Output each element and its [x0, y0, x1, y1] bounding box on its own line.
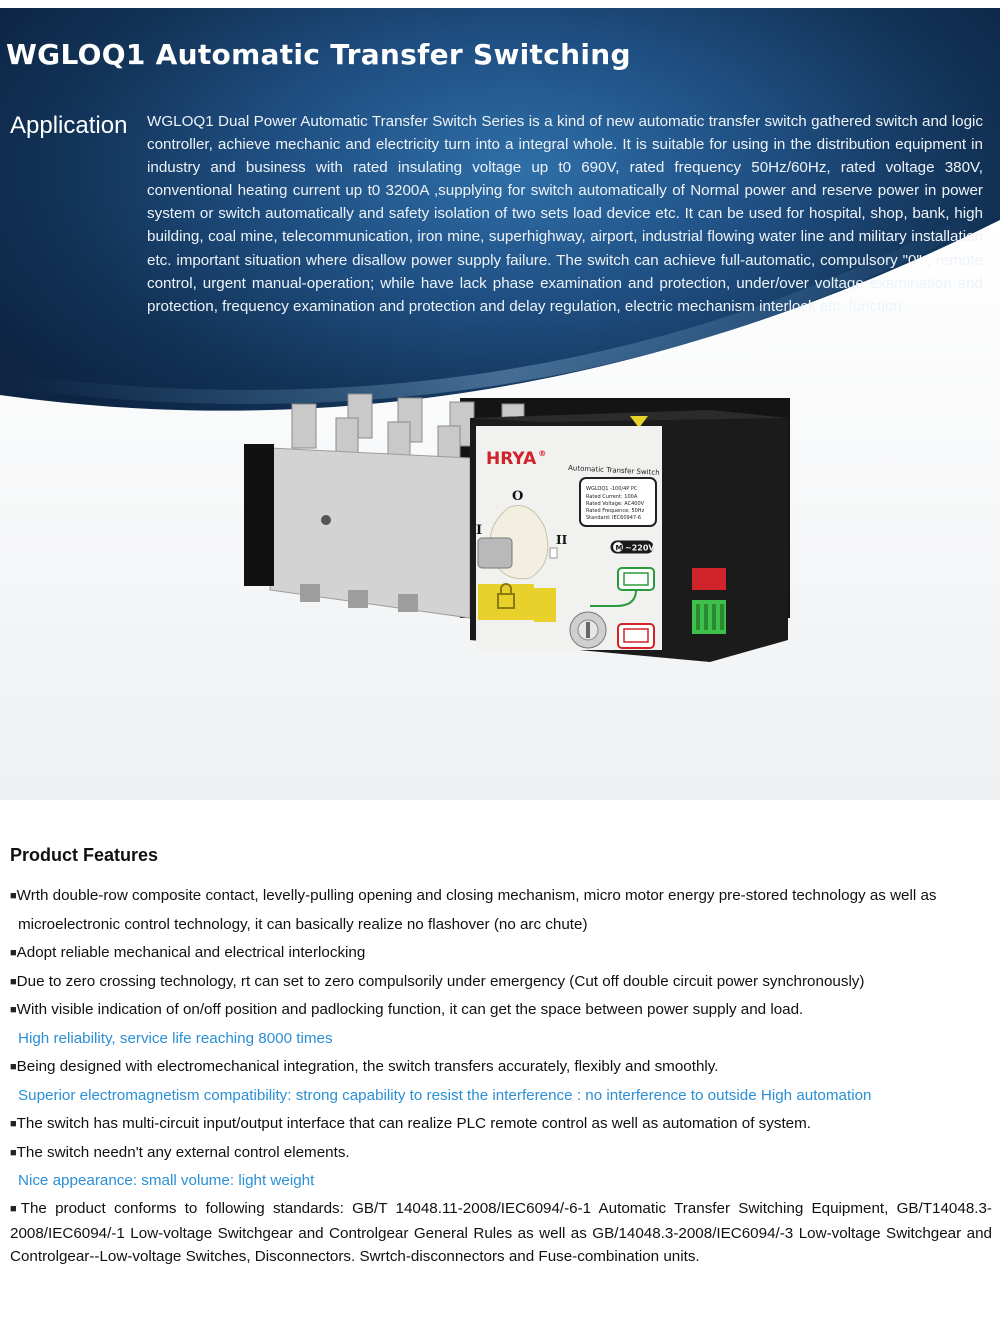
position-one-label: I: [476, 523, 483, 538]
red-indicator-block: [692, 568, 726, 590]
list-item: ■The switch has multi-circuit input/output interface that can realize PLC remote control as well as automation of system.: [10, 1115, 811, 1132]
bullet-icon: ■: [10, 976, 17, 988]
brand-logo: HRYA ®: [486, 449, 547, 469]
list-item: ■With visible indication of on/off position and padlocking function, it can get the space between power supply and load.: [10, 1001, 804, 1018]
bullet-icon: ■: [10, 947, 17, 959]
bullet-icon: ■: [10, 1061, 17, 1073]
nameplate-text: [586, 486, 645, 521]
svg-text:Rated Frequence: 50Hz: Rated Frequence: 50Hz: [586, 508, 645, 514]
svg-text:M: M: [615, 544, 623, 552]
list-item: ■Due to zero crossing technology, rt can set to zero compulsorily under emergency (Cut off double circuit power synchronously): [10, 973, 865, 990]
list-item-continuation: microelectronic control technology, it can basically realize no flashover (no arc chute): [18, 916, 588, 933]
page-title: WGLOQ1 Automatic Transfer Switching: [6, 38, 631, 71]
transfer-switch-image: [240, 378, 800, 698]
bullet-icon: ■: [10, 1118, 17, 1130]
device-label: Automatic Transfer Switch: [567, 464, 660, 477]
svg-text:WGLOQ1 -100/4P PC: WGLOQ1 -100/4P PC: [586, 486, 638, 492]
housing-screw: [321, 515, 331, 525]
padlock-slot: [478, 584, 556, 622]
list-item: ■Adopt reliable mechanical and electrical interlocking: [10, 944, 366, 961]
bullet-icon: ■: [10, 1004, 17, 1016]
list-item: ■Being designed with electromechanical integration, the switch transfers accurately, flexibly and smoothly.: [10, 1058, 719, 1075]
highlight-text: High reliability, service life reaching 8000 times: [18, 1030, 333, 1047]
application-description: WGLOQ1 Dual Power Automatic Transfer Switch Series is a kind of new automatic transfer switch gathered switch and logic controller, achieve mechanic and electricity turn into a integral whole. It is suitable for using in the distribution equipment in industry and business with rated insulating voltage up t0 690V, rated frequency 50Hz/60Hz, rated voltage 380V, conventional heating current up t0 3200A ,supplying for switch automatically of Normal power and reserve power in power system or switch automatically and safety isolation of two sets load device etc. It can be used for hospital, shop, bank, high building, coal mine, telecommunication, iron mine, superhighway, airport, industrial flowing water line and military installation etc. important situation where disallow power supply failure. The switch can achieve full-automatic, compulsory "0" , remote control, urgent manual-operation; while have lack phase examination and protection, under/over voltage examination and protection, frequency examination and protection and delay regulation, electric mechanism interlock etc. function: [147, 113, 983, 315]
highlight-text: Superior electromagnetism compatibility: strong capability to resist the interference : no interference to outside High automation: [18, 1087, 872, 1104]
svg-text:Rated Voltage: AC400V: Rated Voltage: AC400V: [586, 501, 645, 507]
svg-text:~220V: ~220V: [625, 543, 655, 553]
top-border: [0, 0, 1000, 8]
bullet-icon: ■: [10, 1203, 21, 1215]
highlight-text: Nice appearance: small volume: light weight: [18, 1172, 315, 1189]
list-item: ■The switch needn't any external control elements.: [10, 1144, 350, 1161]
left-end-plate: [244, 444, 274, 586]
key-lock-icon: [570, 612, 606, 648]
list-item: ■Wrth double-row composite contact, levelly-pulling opening and closing mechanism, micro motor energy pre-stored technology as well as: [10, 887, 937, 904]
application-label: Application: [10, 112, 128, 139]
position-off-label: O: [512, 489, 524, 504]
bullet-icon: ■: [10, 1147, 17, 1159]
position-two-label: II: [556, 533, 568, 547]
svg-text:Rated Current: 100A: Rated Current: 100A: [586, 494, 638, 500]
motor-voltage-badge: [610, 540, 655, 554]
bullet-icon: ■: [10, 890, 17, 902]
features-title: Product Features: [10, 845, 159, 865]
list-item: ■The product conforms to following standards: GB/T 14048.11-2008/IEC6094/-6-1 Automatic Transfer Switching Equipment, GB/T14048.3-2008/IEC6094/-1 Low-voltage Switchgear and Controlgear General Rules as well as GB/14048.3-2008/IEC6094/-3 Low-voltage Switchgear and Controlgear--Low-voltage Switches, Disconnectors. Swrtch-disconnectors and Fuse-combination units.: [10, 1200, 992, 1266]
svg-text:Standard: IEC60947-6: Standard: IEC60947-6: [586, 515, 642, 521]
